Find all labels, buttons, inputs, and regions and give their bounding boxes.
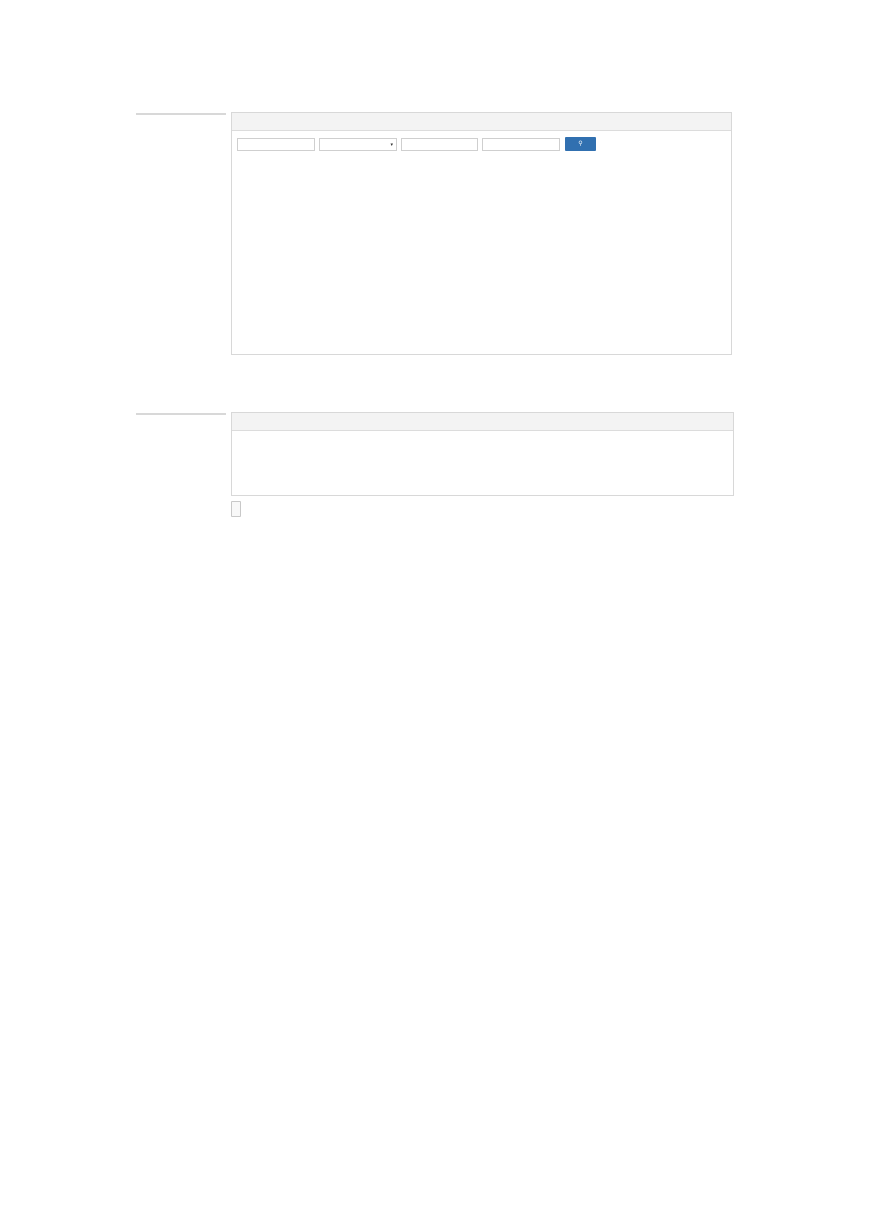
back-to-list-button[interactable]: [231, 501, 241, 517]
chevron-down-icon: ▾: [390, 142, 393, 148]
platform-select[interactable]: [319, 138, 397, 151]
query-button[interactable]: [565, 137, 596, 151]
status-input[interactable]: [401, 138, 478, 151]
desc-input[interactable]: [482, 138, 560, 151]
sidebar-menu: [136, 413, 226, 415]
panel-title: [232, 113, 731, 131]
search-icon: ⚲: [578, 140, 583, 147]
panel-title: [232, 413, 733, 431]
feedback-detail-panel: [231, 412, 734, 496]
sidebar-menu: [136, 113, 226, 115]
search-input[interactable]: [237, 138, 315, 151]
